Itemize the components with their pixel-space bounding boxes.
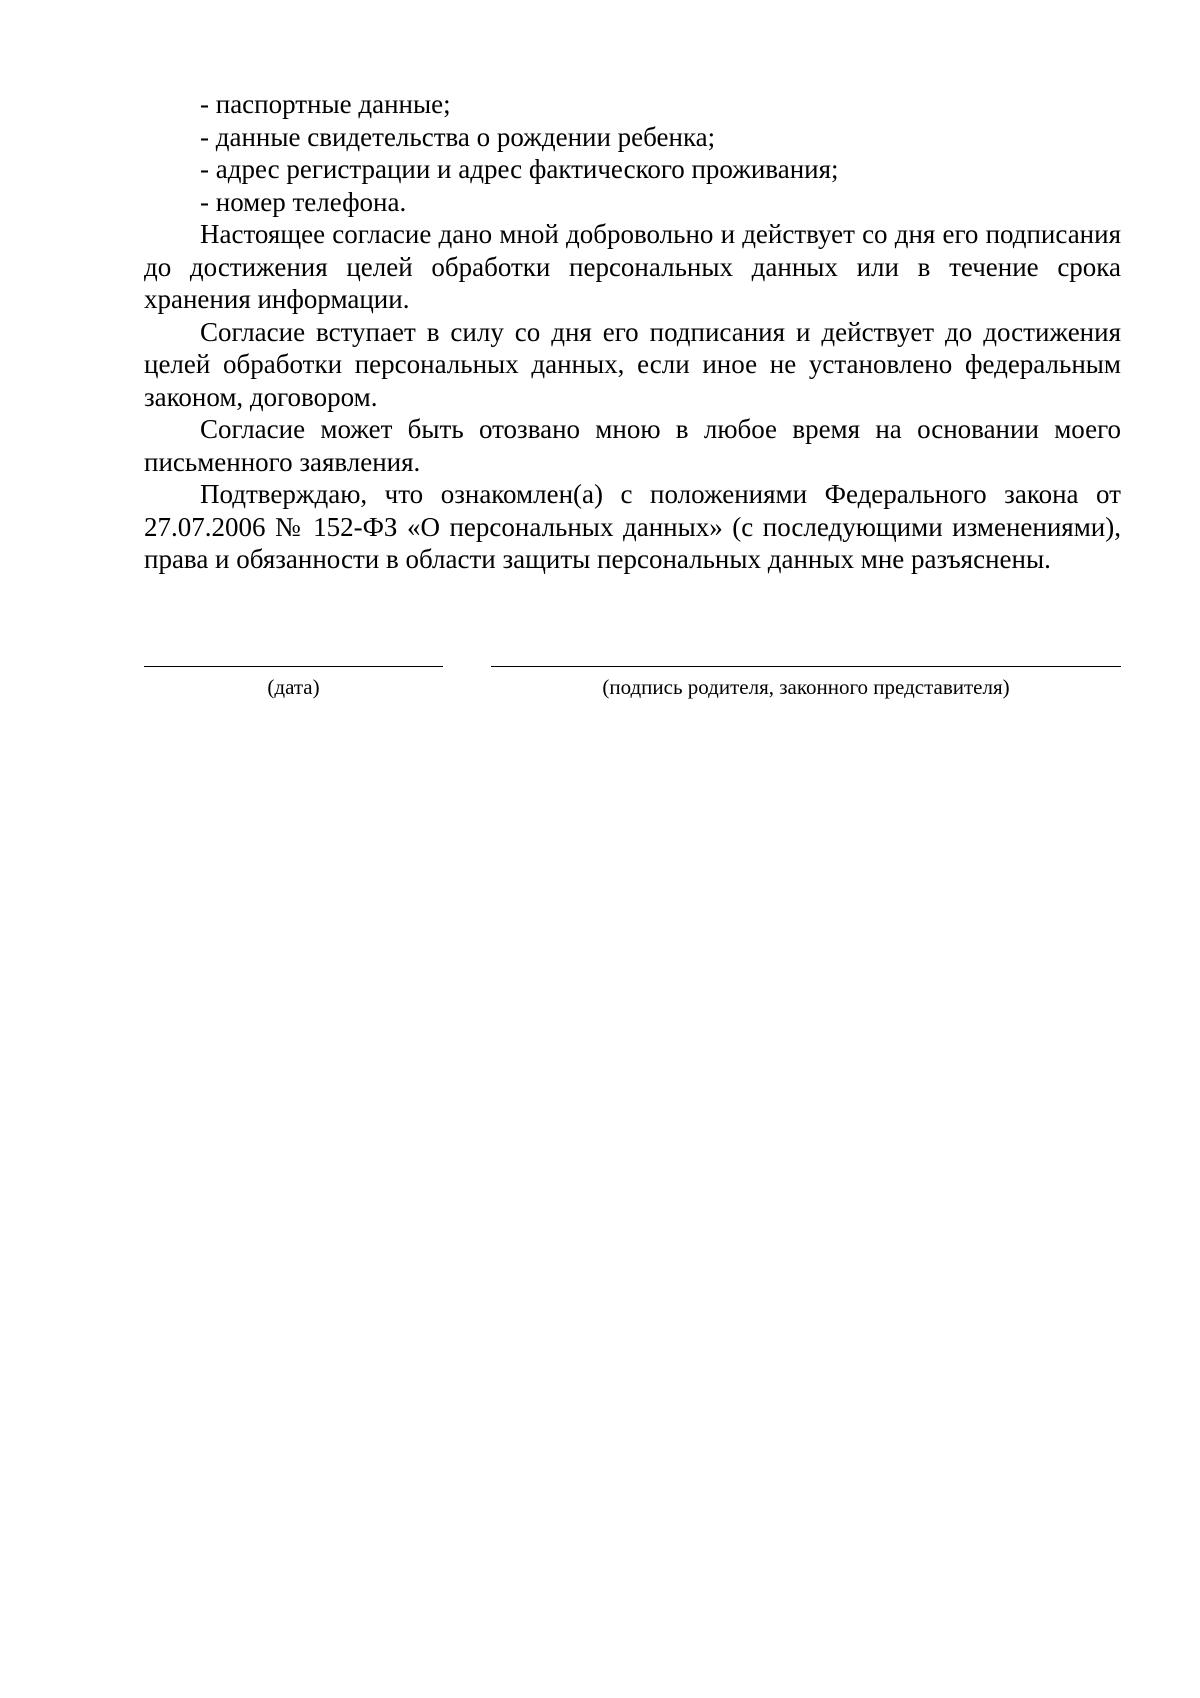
signature-caption: (подпись родителя, законного представителя) (602, 675, 1010, 699)
date-line (144, 666, 443, 667)
list-item-passport: - паспортные данные; (200, 89, 451, 119)
list-item-address: - адрес регистрации и адрес фактического проживания; (200, 154, 839, 184)
list-item-phone: - номер телефона. (200, 186, 407, 217)
paragraph-acknowledgement: Подтверждаю, что ознакомлен(а) с положениями Федерального закона от 27.07.2006 № 152-ФЗ «О персональных данных» (с последующими изменениями), права и обязанности в области защиты персональных данных мне разъяснены. (144, 479, 1121, 574)
signature-block (144, 666, 1121, 706)
date-caption: (дата) (267, 675, 320, 699)
consent-body (144, 88, 1121, 576)
signature-line (491, 666, 1121, 667)
list-item-birth-certificate: - данные свидетельства о рождении ребенка; (200, 121, 716, 152)
paragraph-consent-revocation: Согласие может быть отозвано мною в любое время на основании моего письменного заявления. (144, 414, 1121, 477)
paragraph-consent-validity: Настоящее согласие дано мной добровольно и действует со дня его подписания до достижения целей обработки персональных данных или в течение срока хранения информации. (144, 219, 1121, 314)
paragraph-consent-effective: Согласие вступает в силу со дня его подписания и действует до достижения целей обработки персональных данных, если иное не установлено федеральным законом, договором. (144, 316, 1121, 412)
